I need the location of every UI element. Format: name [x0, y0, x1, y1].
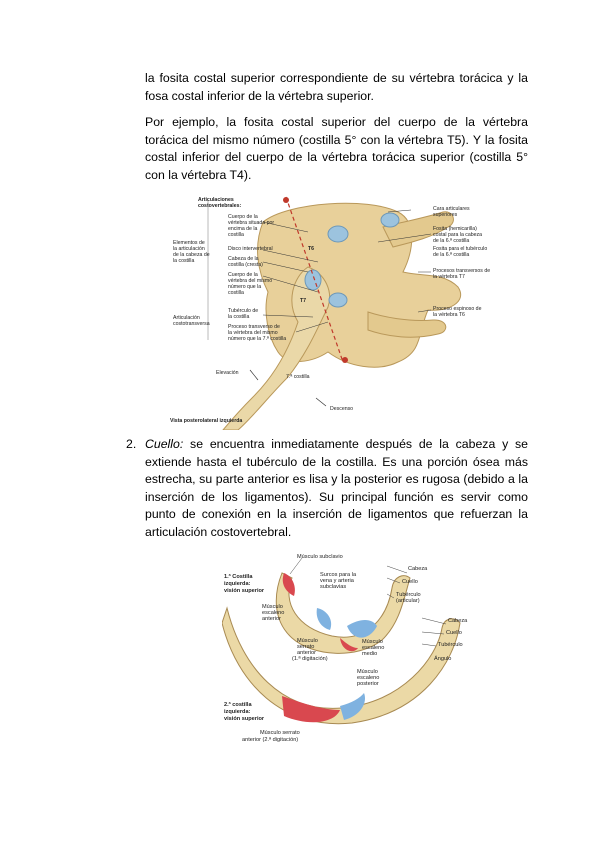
fig2-tub1-b: (articular)	[396, 598, 420, 604]
fig1-t6: T6	[308, 246, 315, 252]
fig1-procesos-a: Procesos transversos de	[433, 268, 491, 274]
articular-facet-blue-1	[328, 226, 348, 242]
fig1-fosita-b: costal para la cabeza	[433, 232, 483, 238]
fig1-proceso-b: la vértebra del mismo	[228, 330, 278, 336]
fig2-rib1-title-a: 1.ª Costilla	[224, 574, 253, 580]
fig1-cuerpo2-d: costilla	[228, 290, 244, 296]
fig2-angulo: Ángulo	[434, 656, 452, 662]
fig2-surcos-a: Surcos para la	[320, 572, 357, 578]
list-number-2: 2.	[126, 437, 137, 451]
fig2-serr2-a: Músculo serrato	[260, 730, 300, 736]
fig2-tub1-a: Tubérculo	[396, 592, 421, 598]
fig1-proceso-a: Proceso transverso de	[228, 324, 280, 330]
fig1-fosita-e: de la 6.ª costilla	[433, 252, 470, 258]
fig2-serr1-a: Músculo	[297, 638, 318, 644]
fig1-espinoso-a: Proceso espinoso de	[433, 306, 482, 312]
elevation-arrow	[250, 370, 258, 380]
articular-facet-blue-3	[305, 270, 321, 290]
fig1-cuerpo-d: costilla	[228, 232, 244, 238]
fig1-carilla-a: Cara articulares	[433, 206, 470, 212]
fig2-rib1-title-b: izquierda:	[224, 581, 251, 587]
paragraph-1: la fosita costal superior correspondiente de su vértebra torácica y la fosa costal inferior de la vértebra superior.	[145, 71, 528, 103]
fig1-descenso: Descenso	[330, 406, 354, 412]
fig2-cabeza1: Cabeza	[408, 566, 428, 572]
fig1-cabeza-a: Cabeza de la	[228, 256, 259, 262]
axis-marker-top	[283, 197, 289, 203]
fig2-tub2: Tubérculo	[438, 642, 463, 648]
fig1-cuerpo2-a: Cuerpo de la	[228, 272, 258, 278]
figure-ribs-superior-view	[222, 548, 478, 746]
paragraph-2: Por ejemplo, la fosita costal superior del cuerpo de la vértebra torácica del mismo número (costilla 5° con la vértebra T5). Y la fosita costal inferior del cuerpo de la vértebra torácica superior (costilla 5° con la vértebra T4).	[145, 115, 528, 182]
articular-facet-blue-2	[381, 213, 399, 227]
fig2-esc-med-b: escaleno	[362, 645, 385, 651]
fig2-esc-post-a: Músculo	[357, 669, 378, 675]
fig1-left1-a: Elementos de	[173, 240, 205, 246]
fig2-esc-ant-c: anterior	[262, 616, 281, 622]
fig2-esc-post-c: posterior	[357, 681, 379, 687]
term-cuello: Cuello:	[145, 437, 184, 451]
fig2-cabeza2: Cabeza	[448, 618, 468, 624]
fig2-esc-ant-b: escaleno	[262, 610, 285, 616]
fig1-left2-a: Articulación	[173, 315, 200, 321]
fig2-esc-ant-a: Músculo	[262, 604, 283, 610]
figure-costovertebral-joints	[168, 192, 518, 430]
fig2-cuello2: Cuello	[446, 630, 462, 636]
fig1-tuberculo-a: Tubérculo de	[228, 308, 259, 314]
fig2-rib2-title-c: visión superior	[224, 716, 265, 722]
fig2-rib2-title-b: izquierda:	[224, 709, 251, 715]
fig2-esc-med-c: medio	[362, 651, 378, 657]
fig1-costilla7: 7.ª costilla	[286, 374, 310, 380]
fig2-cuello1: Cuello	[402, 579, 418, 585]
fig2-rib1-title-c: visión superior	[224, 588, 265, 594]
fig1-left1-c: de la cabeza de	[173, 252, 210, 258]
fig1-cuerpo2-b: vértebra del mismo	[228, 278, 273, 284]
fig2-serr1-c: anterior	[297, 650, 316, 656]
rib1-blue-1	[317, 608, 331, 630]
fig1-left1-b: la articulación	[173, 246, 205, 252]
fig1-cuerpo-c: encima de la	[228, 226, 258, 232]
articular-facet-blue-4	[329, 293, 347, 307]
fig2-serr1-d: (1.ª digitación)	[292, 656, 328, 662]
fig1-procesos-b: la vértebra T7	[433, 274, 465, 280]
fig1-espinoso-b: la vértebra T6	[433, 312, 465, 318]
fig1-cuerpo2-c: número que la	[228, 284, 262, 290]
fig1-title-1: Articulaciones	[198, 197, 234, 203]
fig1-tuberculo-b: la costilla	[228, 314, 250, 320]
fig1-fosita-c: de la 6.ª costilla	[433, 238, 470, 244]
fig1-elevacion: Elevación	[216, 370, 239, 376]
fig1-cabeza-b: costilla (cresta)	[228, 262, 263, 268]
paragraph-cuello	[145, 436, 528, 541]
fig2-surcos-c: subclavias	[320, 584, 347, 590]
fig1-fosita-d: Fosita para el tubérculo	[433, 246, 488, 252]
fig1-cuerpo-a: Cuerpo de la	[228, 214, 258, 220]
fig2-subclavio: Músculo subclavio	[297, 554, 343, 560]
fig1-cuerpo-b: vértebra situada por	[228, 220, 275, 226]
fig1-t7: T7	[300, 298, 307, 304]
fig1-disco: Disco intervertebral	[228, 246, 273, 252]
fig2-rib2-title-a: 2.ª costilla	[224, 702, 252, 708]
fig1-fosita-a: Fosita (hemicarilla)	[433, 226, 477, 232]
fig2-esc-post-b: escaleno	[357, 675, 380, 681]
fig1-left2-b: costotransversa	[173, 321, 210, 327]
fig2-surcos-b: vena y arteria	[320, 578, 354, 584]
fig1-caption: Vista posterolateral izquierda	[170, 418, 243, 424]
fig1-left1-d: la costilla	[173, 258, 195, 264]
fig1-title-2: costovertebrales:	[198, 203, 242, 209]
fig1-carilla-b: superiores	[433, 212, 458, 218]
fig2-serr2-b: anterior (2.ª digitación)	[242, 737, 299, 743]
descent-arrow	[316, 398, 326, 406]
axis-marker-bottom	[342, 357, 348, 363]
cuello-description: se encuentra inmediatamente después de la cabeza y se extiende hasta el tubérculo de la costilla. Es una porción ósea más estrecha, su parte anterior es lisa y la posterior es rugosa (debido a la inserción de los ligamentos). Su principal función es servir como punto de conexión en la inserción de ligamentos que refuerzan la articulación costovertebral.	[145, 437, 528, 539]
fig1-proceso-c: número que la 7.ª costilla	[228, 336, 287, 342]
fig2-serr1-b: serrato	[297, 644, 315, 650]
fig2-esc-med-a: Músculo	[362, 639, 383, 645]
